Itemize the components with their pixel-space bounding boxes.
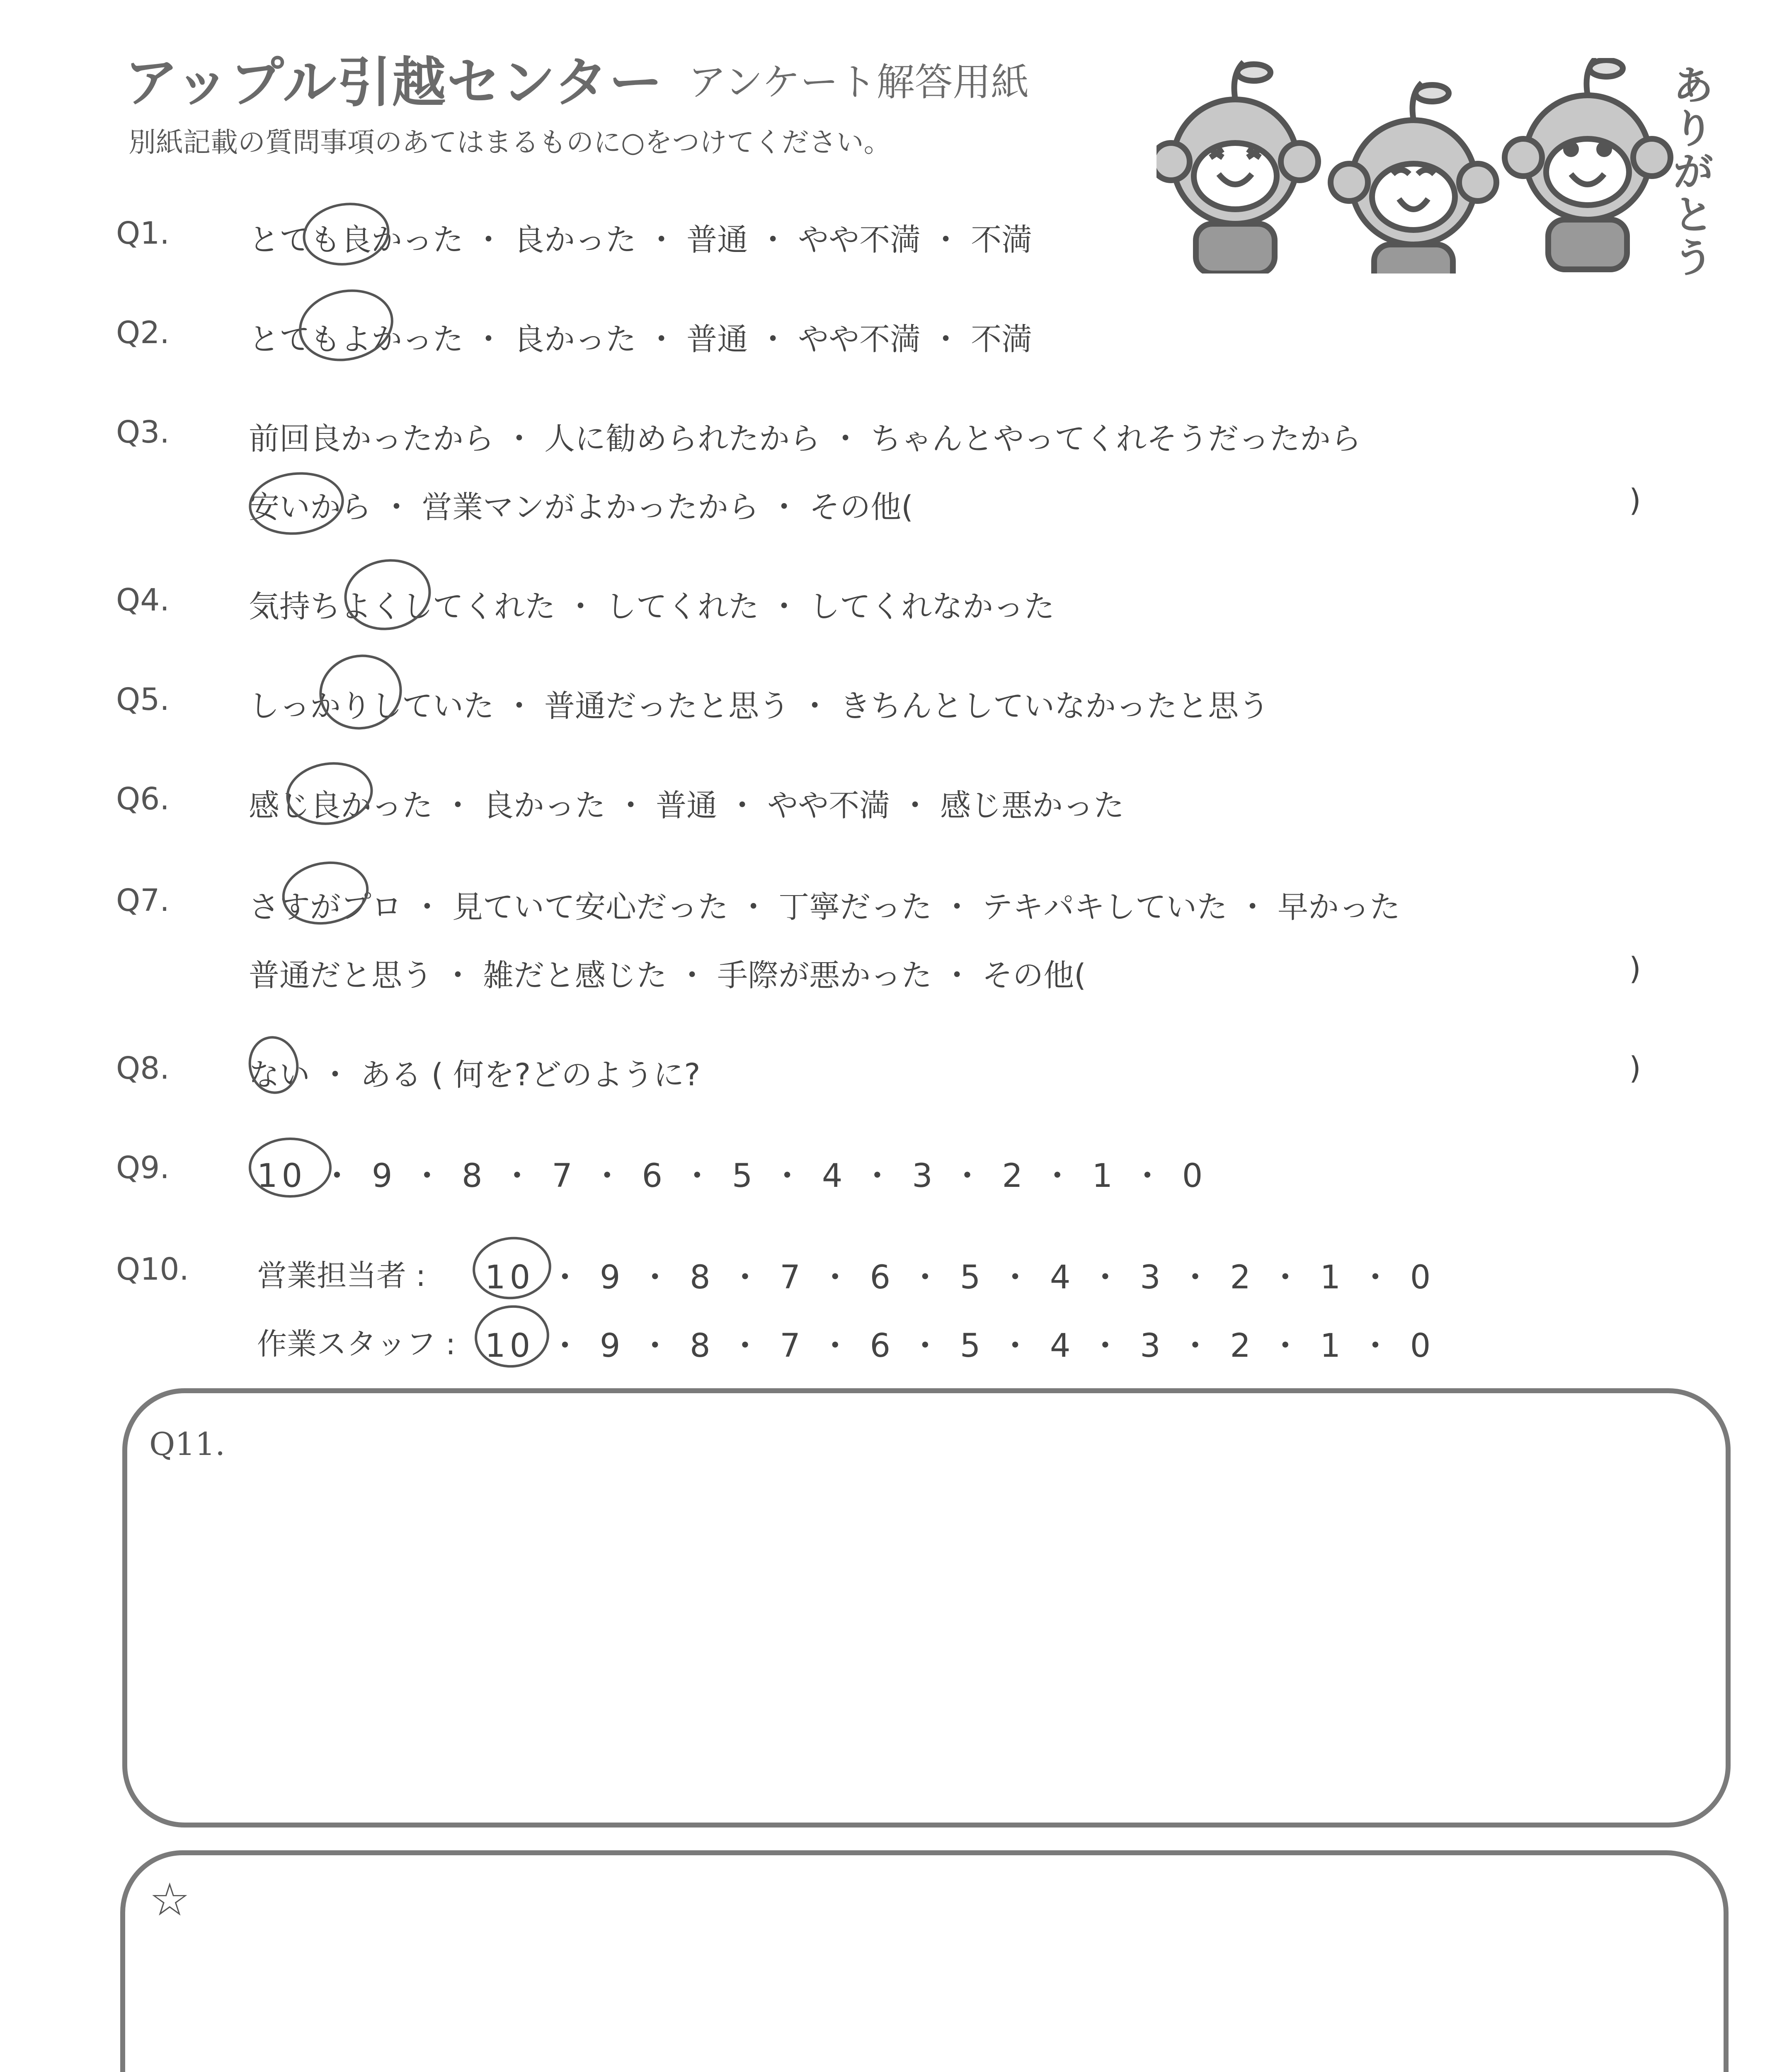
q7-label: Q7. [116, 883, 170, 918]
q5-options: しっかりしていた ・ 普通だったと思う ・ きちんとしていなかったと思う [249, 688, 1270, 724]
q10-sales-scale: 10 ・ 9 ・ 8 ・ 7 ・ 6 ・ 5 ・ 4 ・ 3 ・ 2 ・ 1 ・ 0 [485, 1259, 1435, 1296]
q3-options-line2: 安いから ・ 営業マンがよかったから ・ その他( [249, 489, 913, 525]
monkey-mascots-illustration [1156, 58, 1675, 274]
q6-label: Q6. [116, 781, 170, 817]
q11-comment-box[interactable] [122, 1388, 1731, 1828]
q3-label: Q3. [116, 414, 170, 450]
q10-sales-label: 営業担当者 : [257, 1258, 426, 1293]
q4-label: Q4. [116, 582, 170, 618]
q7-close-paren: ) [1629, 951, 1641, 987]
q9-scale: 10 ・ 9 ・ 8 ・ 7 ・ 6 ・ 5 ・ 4 ・ 3 ・ 2 ・ 1 ・ 0 [257, 1157, 1207, 1195]
q2-options: とてもよかった ・ 良かった ・ 普通 ・ やや不満 ・ 不満 [249, 322, 1033, 357]
star-box-label: ☆ [149, 1873, 190, 1926]
q3-close-paren: ) [1629, 483, 1641, 518]
q1-options: とても良かった ・ 良かった ・ 普通 ・ やや不満 ・ 不満 [249, 222, 1033, 258]
q8-options: ない ・ ある ( 何を?どのように? [249, 1057, 701, 1093]
instruction-text: 別紙記載の質問事項のあてはまるものに○をつけてください。 [128, 126, 891, 158]
answer-circle-mark [249, 1138, 332, 1198]
q5-label: Q5. [116, 682, 170, 717]
q7-options-line1: さすがプロ ・ 見ていて安心だった ・ 丁寧だった ・ テキパキしていた ・ 早かった [249, 889, 1401, 925]
q8-close-paren: ) [1629, 1051, 1641, 1086]
q10-staff-label: 作業スタッフ : [257, 1326, 456, 1361]
q1-label: Q1. [116, 215, 170, 251]
q9-label: Q9. [116, 1150, 170, 1186]
q3-options-line1: 前回良かったから ・ 人に勧められたから ・ ちゃんとやってくれそうだったから [249, 421, 1362, 457]
star-comment-box[interactable] [120, 1850, 1729, 2072]
answer-circle-mark [246, 467, 347, 539]
q8-label: Q8. [116, 1051, 170, 1086]
page-title: アップル引越センター [124, 51, 664, 114]
q6-options: 感じ良かった ・ 良かった ・ 普通 ・ やや不満 ・ 感じ悪かった [249, 788, 1125, 823]
answer-circle-mark [299, 197, 394, 271]
thanks-caption: ありがとう [1673, 63, 1713, 281]
q11-box-label: Q11. [149, 1426, 225, 1462]
q7-options-line2: 普通だと思う ・ 雑だと感じた ・ 手際が悪かった ・ その他( [249, 958, 1086, 993]
page-subtitle: アンケート解答用紙 [688, 60, 1029, 104]
q4-options: 気持ちよくしてくれた ・ してくれた ・ してくれなかった [249, 589, 1055, 625]
q10-staff-scale: 10 ・ 9 ・ 8 ・ 7 ・ 6 ・ 5 ・ 4 ・ 3 ・ 2 ・ 1 ・ 0 [485, 1327, 1435, 1365]
q2-label: Q2. [116, 315, 170, 351]
q10-label: Q10. [116, 1251, 189, 1287]
